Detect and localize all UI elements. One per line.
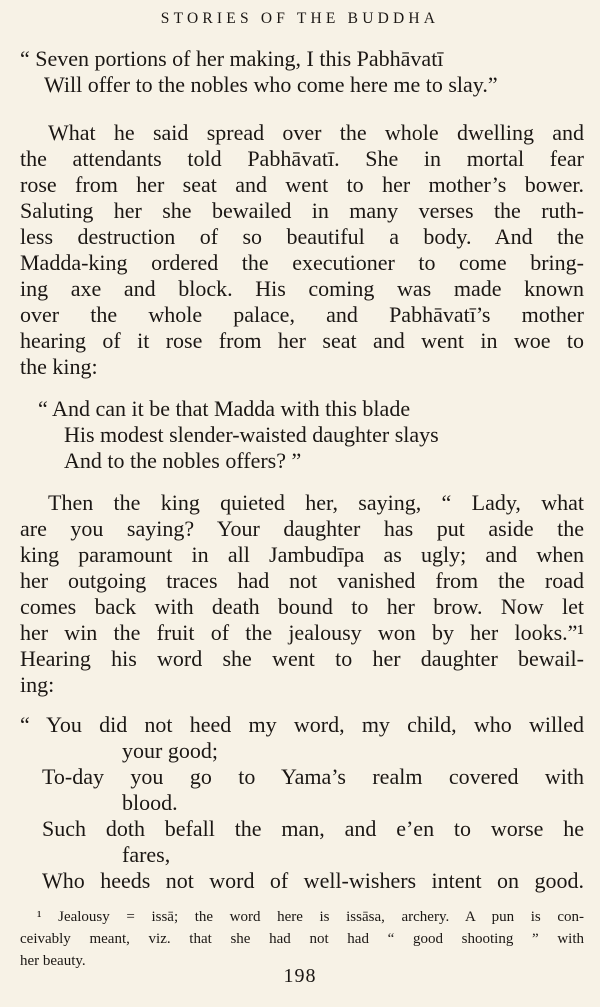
paragraph-line: Then the king quieted her, saying, “ Lady, what — [48, 490, 584, 515]
footnote-line: ¹ Jealousy = issā; the word here is issāsa, archery. A pun is con- — [37, 909, 584, 925]
paragraph-line: Madda-king ordered the executioner to come bring- — [20, 250, 584, 275]
running-header: STORIES OF THE BUDDHA — [160, 10, 440, 27]
paragraph-line: comes back with death bound to her brow. Now let — [20, 594, 584, 619]
paragraph-line: less destruction of so beautiful a body. And the — [20, 224, 584, 249]
paragraph-line: hearing of it rose from her seat and went in woe to — [20, 328, 584, 353]
footnote-line: ceivably meant, viz. that she had not had “ good shooting ” with — [20, 931, 584, 947]
paragraph-line: the attendants told Pabhāvatī. She in mortal fear — [20, 146, 584, 171]
paragraph-line: ing: — [20, 672, 55, 697]
verse-line: His modest slender-waisted daughter slays — [64, 422, 439, 447]
verse-line: “ Seven portions of her making, I this Pabhāvatī — [20, 46, 444, 71]
paragraph-line: over the whole palace, and Pabhāvatī’s mother — [20, 302, 584, 327]
verse-line: your good; — [122, 738, 218, 763]
paragraph-line: ing axe and block. His coming was made known — [20, 276, 584, 301]
paragraph-line: her win the fruit of the jealousy won by her looks.”¹ — [20, 620, 584, 645]
paragraph-line: Hearing his word she went to her daughter bewail- — [20, 646, 584, 671]
verse-line: And to the nobles offers? ” — [64, 448, 302, 473]
verse-line: Who heeds not word of well-wishers intent on good. — [42, 868, 584, 893]
verse-line: “ And can it be that Madda with this blade — [38, 396, 411, 421]
verse-line: Such doth befall the man, and e’en to worse he — [42, 816, 584, 841]
paragraph-line: are you saying? Your daughter has put aside the — [20, 516, 584, 541]
paragraph-line: rose from her seat and went to her mother’s bower. — [20, 172, 584, 197]
paragraph-line: What he said spread over the whole dwelling and — [48, 120, 584, 145]
verse-line: “ You did not heed my word, my child, who willed — [20, 712, 584, 737]
paragraph-line: her outgoing traces had not vanished from the road — [20, 568, 584, 593]
verse-line: blood. — [122, 790, 178, 815]
footnote-line: her beauty. — [20, 953, 86, 969]
verse-line: fares, — [122, 842, 171, 867]
paragraph-line: king paramount in all Jambudīpa as ugly; and when — [20, 542, 584, 567]
paragraph-line: Saluting her she bewailed in many verses the ruth- — [20, 198, 584, 223]
verse-line: To-day you go to Yama’s realm covered with — [42, 764, 584, 789]
page-number: 198 — [283, 965, 317, 987]
paragraph-line: the king: — [20, 354, 98, 379]
verse-line: Will offer to the nobles who come here me to slay.” — [44, 72, 498, 97]
